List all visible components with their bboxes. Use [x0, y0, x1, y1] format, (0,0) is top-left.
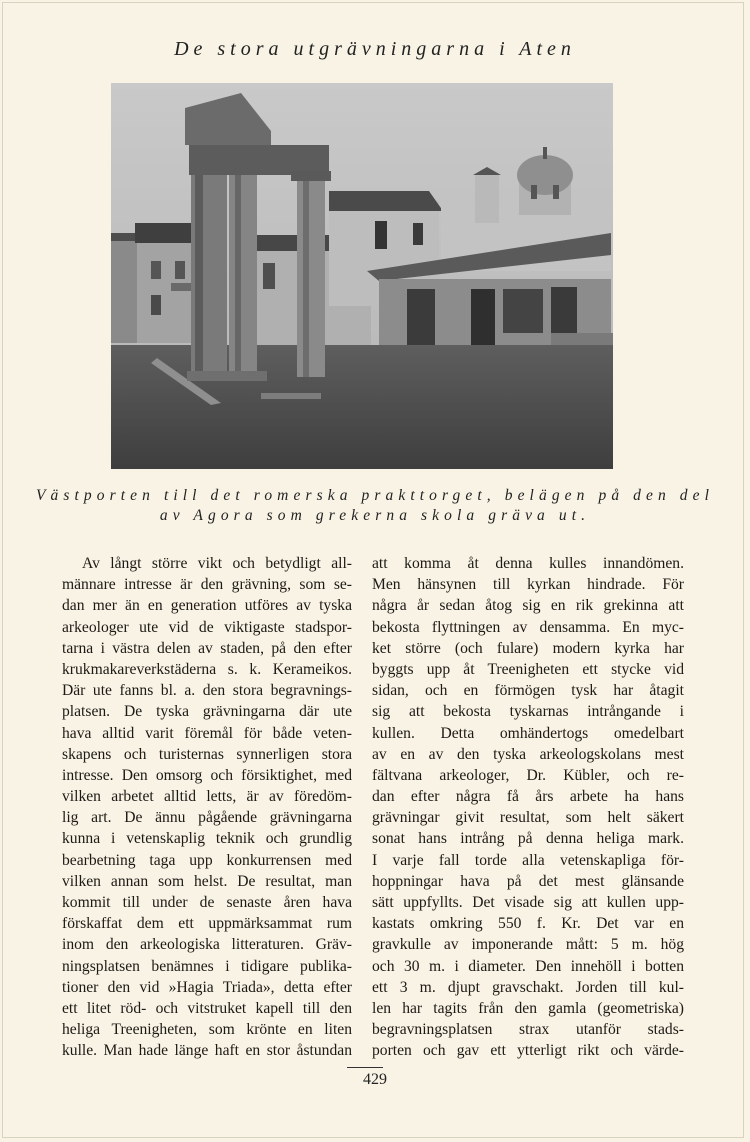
- text-line: kullen. Detta omhändertogs omedelbart: [372, 724, 684, 742]
- text-line: vilken annan som helst. De resultat, man: [62, 872, 352, 890]
- text-line: kastats omkring 550 f. Kr. Det var en: [372, 915, 684, 933]
- text-line: hava alltid varit föremål för både veten-: [62, 724, 352, 742]
- photograph-west-gate: [111, 83, 613, 469]
- text-line: Av långt större vikt och betydligt all-: [82, 555, 352, 572]
- text-line: förskaffat dem ett uppmärksammat rum: [62, 915, 352, 933]
- text-line: kulle. Man hade länge haft en stor åstundan: [62, 1042, 352, 1060]
- text-line: sidan, och en förmögen tysk har åtagit: [372, 682, 684, 700]
- text-line: krukmakareverkstäderna s. k. Kerameikos.: [62, 660, 352, 678]
- text-line: arkeologer ute vid de viktigaste stadspor-: [62, 618, 352, 636]
- text-line: intresse. Den omsorg och försiktighet, med: [62, 766, 352, 784]
- body-column-right: [372, 553, 684, 1062]
- text-line: att komma åt denna kulles innandömen.: [372, 555, 684, 572]
- text-line: vilken arbetet alltid letts, är av föredöm-: [62, 788, 352, 806]
- text-line: kommit till under de senaste åren hava: [62, 894, 352, 911]
- text-line: begravningsplatsen strax utanför stads-: [372, 1021, 684, 1039]
- text-line: hoppningar hava på det mest glänsande: [372, 872, 684, 890]
- text-line: platsen. De tyska grävningarna där ute: [62, 703, 352, 721]
- text-line: len har tagits från den gamla (geometriska): [372, 999, 684, 1017]
- text-line: några år sedan åtog sig en rik grekinna att: [372, 597, 684, 615]
- text-line: dan efter några få års arbete ha hans: [372, 788, 684, 806]
- running-title: De stora utgrävningarna i Aten: [174, 38, 576, 60]
- text-line: grävningar givit resultat, som helt säkert: [372, 809, 684, 827]
- text-line: ett litet röd- och vitstruket kapell till den: [62, 999, 352, 1017]
- text-line: tarna i västra delen av staden, på den efter: [62, 639, 352, 657]
- text-line: ett 3 m. djupt gravschakt. Jorden till kul-: [372, 978, 684, 996]
- text-line: I varje fall torde alla vetenskapliga för-: [372, 851, 684, 869]
- page-number-rule: [347, 1067, 383, 1068]
- text-line: heliga Treenigheten, som krönte en liten: [62, 1021, 352, 1039]
- text-line: sonat hans intrång på denna heliga mark.: [372, 830, 684, 848]
- text-line: sätt uppfyllts. Det visade sig att kullen upp-: [372, 894, 684, 911]
- text-line: skapens och turisternas synnerligen stora: [62, 745, 352, 763]
- text-line: fältvana arkeologer, Dr. Kübler, och re-: [372, 766, 684, 784]
- text-line: bearbetning taga upp konkurrensen med: [62, 851, 352, 869]
- page-number: 429: [363, 1071, 387, 1088]
- text-line: kunna i vetenskaplig teknik och grundlig: [62, 830, 352, 848]
- text-line: männare intresse är den grävning, som se-: [62, 576, 352, 594]
- text-line: Men hänsynen till kyrkan hindrade. För: [372, 576, 684, 594]
- text-line: gravkulle av imponerande mått: 5 m. hög: [372, 936, 684, 954]
- text-line: ningsplatsen benämnes i tidigare publika-: [62, 957, 352, 975]
- text-line: dan mer än en generation utföres av tyska: [62, 597, 352, 615]
- photograph-illustration: [111, 83, 613, 469]
- text-line: sig att bekosta tyskarnas intrångande i: [372, 703, 684, 721]
- text-line: Där ute fanns bl. a. den stora begravnings-: [62, 682, 352, 700]
- text-line: byggts upp åt Treenigheten ett stycke vid: [372, 660, 684, 678]
- caption-line: av Agora som grekerna skola gräva ut.: [159, 507, 591, 524]
- text-line: lig art. De ännu pågående grävningarna: [62, 809, 352, 827]
- caption-line: Västporten till det romerska prakttorget, belägen på den del: [35, 487, 715, 504]
- text-line: tioner den vid »Hagia Triada», detta efter: [62, 978, 352, 996]
- text-line: inom den arkeologiska litteraturen. Gräv-: [62, 936, 352, 954]
- figure-caption: [30, 486, 720, 526]
- text-line: och 30 m. i diameter. Den innehöll i botten: [372, 957, 684, 975]
- text-line: porten och gav ett ytterligt rikt och värde-: [372, 1042, 684, 1060]
- text-line: ket större (och fulare) modern kyrka har: [372, 639, 684, 657]
- text-line: bekosta flyttningen av densamma. En myc-: [372, 618, 684, 636]
- text-line: av en av den tyska arkeologskolans mest: [372, 745, 684, 763]
- body-column-left: [62, 553, 352, 1062]
